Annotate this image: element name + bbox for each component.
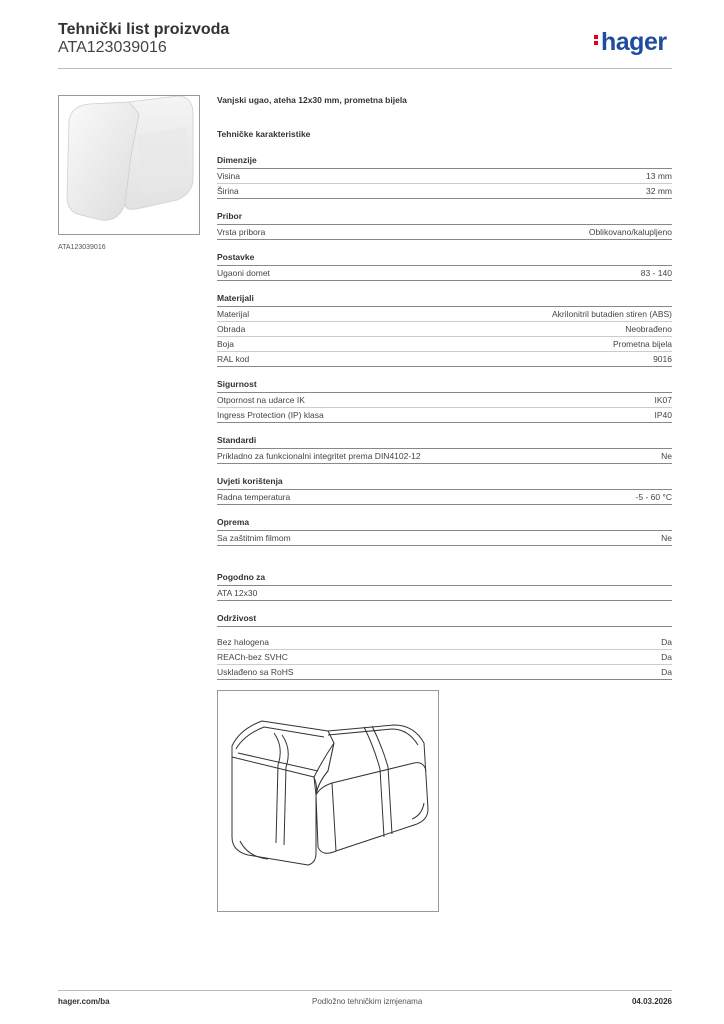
spec-section (217, 517, 672, 546)
spec-row (217, 307, 672, 322)
spec-value: -5 - 60 °C (635, 492, 672, 502)
section-title: Pribor (217, 211, 672, 225)
product-code: ATA123039016 (58, 39, 167, 56)
spec-label: Boja (217, 339, 235, 349)
spec-row (217, 322, 672, 337)
product-photo (58, 95, 200, 235)
spec-row (217, 184, 672, 199)
spec-label: Vrsta pribora (217, 227, 266, 237)
section-title: Pogodno za (217, 572, 672, 586)
spec-label: Bez halogena (217, 637, 269, 647)
section-title: Standardi (217, 435, 672, 449)
spec-value: Da (661, 667, 672, 677)
spec-value: 9016 (653, 354, 672, 364)
spec-value: Oblikovano/kalupljeno (588, 227, 672, 237)
spec-value: Ne (661, 451, 672, 461)
spec-value: Akrilonitril butadien stiren (ABS) (552, 309, 672, 319)
document-title: Tehnički list proizvoda (58, 21, 230, 38)
spec-value: Da (661, 652, 672, 662)
spec-section (217, 155, 672, 199)
product-name: Vanjski ugao, ateha 12x30 mm, prometna bijela (217, 95, 407, 105)
spec-row (217, 352, 672, 367)
spec-label: Prikladno za funkcionalni integritet prema DIN4102-12 (217, 451, 421, 461)
spec-row (217, 531, 672, 546)
spec-value: IP40 (654, 410, 672, 420)
spec-row (217, 586, 672, 601)
spec-label: Visina (217, 171, 240, 181)
spec-section (217, 379, 672, 423)
spec-label: Sa zaštitnim filmom (217, 533, 291, 543)
spec-row (217, 266, 672, 281)
spec-value: Ne (661, 533, 672, 543)
spec-section (217, 613, 672, 680)
footer-note: Podložno tehničkim izmjenama (312, 997, 423, 1006)
spec-label: RAL kod (217, 354, 250, 364)
spec-value: Da (661, 637, 672, 647)
spec-section (217, 252, 672, 281)
spec-label: Materijal (217, 309, 250, 319)
photo-caption: ATA123039016 (58, 244, 106, 251)
spec-row (217, 635, 672, 650)
spec-row (217, 393, 672, 408)
section-title: Uvjeti korištenja (217, 476, 672, 490)
spec-row (217, 225, 672, 240)
spec-section (217, 572, 672, 601)
spec-value: 13 mm (646, 171, 672, 181)
section-title: Dimenzije (217, 155, 672, 169)
spec-row (217, 650, 672, 665)
section-title: Postavke (217, 252, 672, 266)
spec-row (217, 665, 672, 680)
spec-section (217, 435, 672, 464)
spec-section (217, 211, 672, 240)
spec-row (217, 408, 672, 423)
footer-website[interactable]: hager.com/ba (58, 997, 110, 1006)
spec-label: Širina (217, 186, 239, 196)
spec-label: Radna temperatura (217, 492, 291, 502)
spec-label: Otpornost na udarce IK (217, 395, 305, 405)
spec-value: IK07 (654, 395, 672, 405)
spec-row (217, 490, 672, 505)
spec-label: ATA 12x30 (217, 588, 258, 598)
spec-label: Ingress Protection (IP) klasa (217, 410, 324, 420)
spec-label: Obrada (217, 324, 246, 334)
section-title: Materijali (217, 293, 672, 307)
footer-divider (58, 990, 672, 991)
spec-row (217, 169, 672, 184)
spec-label: REACh-bez SVHC (217, 652, 288, 662)
spec-label: Ugaoni domet (217, 268, 270, 278)
header-divider (58, 68, 672, 69)
spec-value: Prometna bijela (612, 339, 672, 349)
tech-heading: Tehničke karakteristike (217, 129, 311, 139)
spec-value: 83 - 140 (640, 268, 672, 278)
technical-drawing (217, 690, 439, 912)
spec-section (217, 293, 672, 367)
spec-row (217, 449, 672, 464)
section-title: Sigurnost (217, 379, 672, 393)
section-spacer (217, 627, 672, 635)
spec-label: Usklađeno sa RoHS (217, 667, 294, 677)
section-title: Održivost (217, 613, 672, 627)
spec-value: Neobrađeno (625, 324, 672, 334)
spec-value: 32 mm (646, 186, 672, 196)
section-title: Oprema (217, 517, 672, 531)
footer-date: 04.03.2026 (631, 997, 672, 1006)
hager-logo: hager (594, 28, 667, 57)
spec-section (217, 476, 672, 505)
logo-dots-icon (594, 33, 600, 47)
specifications (217, 95, 672, 710)
spec-row (217, 337, 672, 352)
